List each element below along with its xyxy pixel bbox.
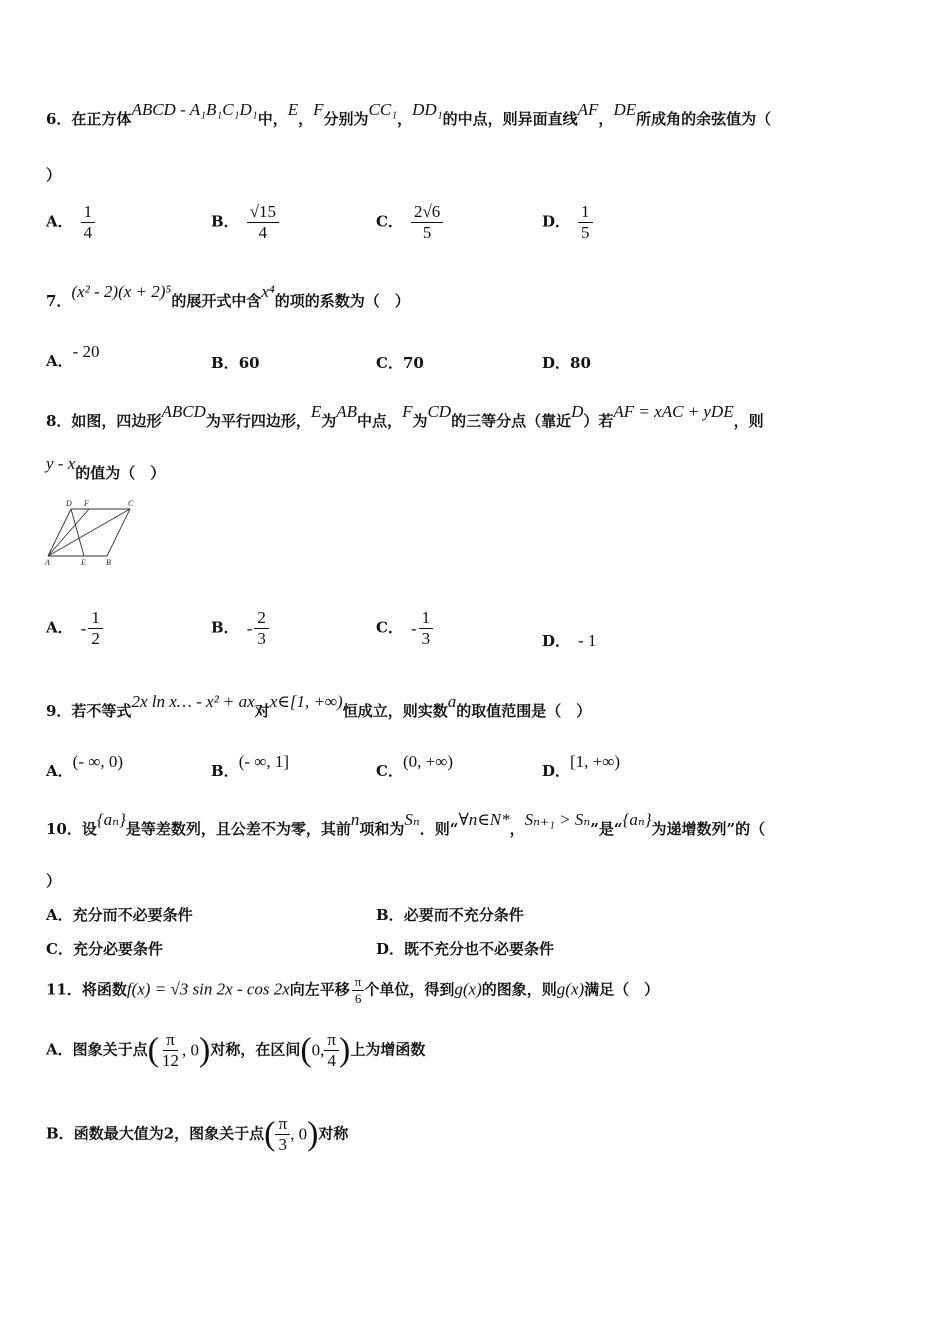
denominator: 3: [257, 629, 266, 648]
q6-text: ，: [598, 110, 614, 128]
denominator: 4: [83, 223, 93, 242]
option-letter: D．: [542, 354, 571, 372]
label-c: C: [128, 499, 134, 508]
q9-inequality: 2x ln x… - x² + ax: [131, 692, 255, 711]
denominator: 5: [581, 223, 590, 242]
q8-text: 的值为（ ）: [75, 464, 166, 482]
numerator: π: [352, 974, 365, 991]
fraction: [275, 1114, 290, 1155]
q10-seq: {aₙ}: [96, 810, 126, 829]
fraction: [88, 608, 103, 649]
numerator: π: [324, 1030, 339, 1051]
q8-vector-equation: AF = xAC + yDE: [613, 402, 734, 421]
right-paren: ): [198, 1031, 211, 1069]
numerator: 1: [578, 202, 593, 223]
q8-math: ABCD: [161, 402, 206, 421]
q6-line-de: DE: [613, 100, 637, 119]
label-a: A: [45, 558, 50, 567]
segment-ac: [48, 509, 130, 556]
option-letter: A．: [46, 906, 73, 924]
q11-g: g(x): [454, 979, 482, 999]
q7-stem: [46, 282, 410, 311]
q10-text: 是等差数列，且公差不为零，其前: [125, 820, 351, 838]
q10-label: 10．设: [46, 820, 97, 838]
option-letter: C．: [46, 940, 73, 958]
point-rest: , 0: [181, 1040, 199, 1060]
option-letter: A．: [46, 618, 73, 637]
q11-text: 满足（ ）: [584, 980, 660, 999]
option-text: 上为增函数: [350, 1040, 426, 1059]
option-value: [1, +∞): [570, 752, 621, 771]
numerator: π: [275, 1114, 290, 1135]
q6-option-a[interactable]: [46, 202, 95, 243]
q10-text: ．则“: [419, 820, 459, 838]
option-letter: D．: [376, 940, 405, 958]
q7-option-b[interactable]: [211, 352, 260, 373]
q11-g: g(x): [556, 979, 585, 999]
numerator: 2: [254, 608, 269, 629]
option-text: 函数最大值为2，图象关于点: [73, 1124, 265, 1143]
minus-sign: -: [410, 618, 417, 638]
q6-text: ，: [397, 110, 413, 128]
q6-line-af: AF: [577, 100, 599, 119]
option-letter: A．: [46, 212, 73, 231]
q8-math: F: [402, 402, 413, 421]
q10-text: ，: [509, 820, 525, 838]
option-text: 必要而不充分条件: [403, 906, 524, 924]
left-paren: (: [264, 1115, 276, 1153]
q7-expression: (x² - 2)(x + 2)⁵: [71, 282, 172, 301]
numerator: 1: [419, 608, 434, 629]
q11-text: 向左平移: [289, 980, 350, 999]
option-letter: A．: [46, 762, 73, 780]
q10-option-c[interactable]: [46, 938, 163, 959]
option-value: - 20: [72, 342, 100, 361]
option-letter: B．: [211, 762, 239, 780]
q6-option-b[interactable]: [211, 202, 279, 243]
fraction: [247, 202, 279, 243]
q7-term: x⁴: [261, 282, 275, 301]
interval-left: 0,: [311, 1040, 325, 1060]
numerator: 2√6: [411, 202, 443, 223]
parallelogram-figure: [44, 498, 144, 568]
q6-edge-dd1: DD₁: [412, 100, 443, 119]
option-letter: C．: [376, 212, 403, 231]
q8-text: 为平行四边形，: [205, 412, 311, 430]
q10-close-paren: ）: [46, 872, 62, 890]
q8-option-d[interactable]: [542, 630, 596, 651]
q10-n: n: [350, 810, 360, 829]
fraction: [419, 608, 434, 649]
q8-math: AB: [336, 402, 358, 421]
q10-text: 项和为: [359, 820, 405, 838]
option-value: (- ∞, 1]: [238, 752, 290, 771]
minus-sign: -: [246, 618, 253, 638]
option-value: 70: [402, 354, 424, 372]
q8-text: 为: [412, 412, 428, 430]
option-letter: A．: [46, 352, 73, 370]
denominator: 12: [161, 1051, 179, 1070]
q8-label: 8．如图，四边形: [46, 412, 162, 430]
denominator: 4: [258, 223, 268, 242]
q9-option-b[interactable]: [211, 752, 290, 781]
option-letter: B．: [211, 354, 239, 372]
option-letter: B．: [376, 906, 404, 924]
option-value: (0, +∞): [402, 752, 453, 771]
q7-label: 7．: [46, 292, 72, 310]
fraction: [578, 202, 593, 243]
q6-stem: [46, 100, 772, 129]
q11-label: 11．将函数: [46, 980, 127, 999]
q11-stem: [46, 974, 659, 1007]
option-text: 对称，在区间: [210, 1040, 301, 1059]
q7-option-d[interactable]: [542, 352, 591, 373]
q7-text: 的展开式中含: [171, 292, 262, 310]
segment-af: [48, 509, 89, 556]
option-value: (- ∞, 0): [72, 752, 123, 771]
point-rest: , 0: [290, 1124, 308, 1144]
q6-edge-cc1: CC₁: [368, 100, 398, 119]
left-paren: (: [300, 1031, 312, 1069]
option-text: 既不充分也不必要条件: [404, 940, 555, 958]
q8-text: 中点，: [357, 412, 403, 430]
q8-text: ，则: [733, 412, 764, 430]
q6-close: [46, 164, 61, 185]
option-letter: D．: [542, 762, 571, 780]
q8-math: D: [571, 402, 584, 421]
label-b: B: [106, 558, 111, 567]
denominator: 3: [421, 629, 431, 648]
option-text: 对称: [318, 1124, 349, 1143]
q9-option-d[interactable]: [542, 752, 621, 781]
q11-option-a[interactable]: [46, 1030, 425, 1071]
minus-sign: -: [80, 618, 87, 638]
numerator: √15: [247, 202, 279, 223]
option-value: - 1: [578, 631, 597, 650]
q6-option-c[interactable]: [376, 202, 443, 243]
q8-stem-2: [46, 454, 166, 483]
q8-option-b[interactable]: [211, 608, 269, 649]
option-letter: C．: [376, 354, 403, 372]
q9-stem: [46, 692, 592, 721]
q6-point-f: F: [313, 100, 324, 119]
q10-seq: {aₙ}: [622, 810, 652, 829]
q10-forall: ∀n∈N*: [458, 810, 510, 829]
label-d: D: [66, 499, 72, 508]
q11-text: 的图象，则: [481, 980, 557, 999]
q6-text: 的中点，则异面直线: [442, 110, 578, 128]
option-letter: D．: [542, 632, 571, 650]
q6-text: 分别为: [323, 110, 369, 128]
q6-point-e: E: [287, 100, 299, 119]
option-value: 80: [570, 354, 591, 372]
q6-text: ，: [298, 110, 314, 128]
left-paren: (: [147, 1031, 159, 1069]
q11-text: 个单位，得到: [364, 980, 455, 999]
q8-math: CD: [427, 402, 452, 421]
q9-option-c[interactable]: [376, 752, 453, 781]
q10-option-a[interactable]: [46, 904, 193, 925]
q8-math: E: [310, 402, 322, 421]
q10-close: [46, 870, 61, 891]
q10-option-b[interactable]: [376, 904, 524, 925]
numerator: 1: [88, 608, 103, 629]
q6-cube: ABCD - A₁B₁C₁D₁: [131, 100, 258, 119]
q10-text: 为递增数列”的（: [651, 820, 766, 838]
label-e: E: [81, 558, 86, 567]
option-text: 充分必要条件: [72, 940, 163, 958]
denominator: 2: [91, 629, 100, 648]
q10-stem: [46, 810, 766, 839]
q8-text: ）若: [583, 412, 614, 430]
q6-option-d[interactable]: [542, 202, 593, 243]
option-letter: C．: [376, 618, 403, 637]
q6-text: 所成角的余弦值为（: [636, 110, 772, 128]
denominator: 5: [422, 223, 432, 242]
q10-text: ”是“: [590, 820, 623, 838]
q9-text: 恒成立，则实数: [342, 702, 448, 720]
numerator: π: [163, 1030, 178, 1051]
fraction: [411, 202, 443, 243]
fraction: [254, 608, 269, 649]
q10-cond: Sₙ₊₁ > Sₙ: [524, 810, 591, 829]
right-paren: ): [307, 1115, 319, 1153]
denominator: 6: [354, 991, 362, 1006]
q8-option-c[interactable]: [376, 608, 433, 649]
q8-option-a[interactable]: [46, 608, 103, 649]
q11-function: f(x) = √3 sin 2x - cos 2x: [126, 979, 290, 999]
q11-option-b[interactable]: [46, 1114, 348, 1155]
option-letter: B．: [211, 618, 239, 637]
option-letter: B．: [211, 212, 239, 231]
q7-option-c[interactable]: [376, 352, 424, 373]
q6-text: 中，: [257, 110, 288, 128]
q8-text: 的三等分点（靠近: [451, 412, 572, 430]
denominator: 3: [278, 1135, 288, 1154]
q6-close-paren: ）: [46, 166, 62, 184]
fraction: [324, 1030, 339, 1071]
option-text: 充分而不必要条件: [72, 906, 193, 924]
q11-shift-fraction: [352, 974, 365, 1007]
q10-option-d[interactable]: [376, 938, 554, 959]
q8-text: 为: [321, 412, 337, 430]
q9-domain: x∈[1, +∞): [269, 692, 343, 711]
option-letter: B．: [46, 1124, 74, 1143]
q9-option-a[interactable]: [46, 752, 123, 781]
q8-math: y - x: [46, 454, 76, 473]
option-letter: D．: [542, 212, 571, 231]
option-letter: C．: [376, 762, 403, 780]
option-value: 60: [238, 354, 260, 372]
fraction: [81, 202, 96, 243]
numerator: 1: [81, 202, 96, 223]
q9-text: 的取值范围是（ ）: [456, 702, 592, 720]
q7-option-a[interactable]: [46, 342, 100, 371]
label-f: F: [84, 499, 89, 508]
q9-var: a: [447, 692, 457, 711]
segment-de: [71, 509, 84, 556]
q10-sn: Sₙ: [404, 810, 420, 829]
q9-text: 对: [254, 702, 270, 720]
fraction: [159, 1030, 182, 1071]
option-letter: A．: [46, 1040, 73, 1059]
right-paren: ): [339, 1031, 351, 1069]
q6-label: 6．在正方体: [46, 110, 132, 128]
q8-stem: [46, 402, 764, 431]
option-text: 图象关于点: [72, 1040, 148, 1059]
denominator: 4: [327, 1051, 336, 1070]
q9-label: 9．若不等式: [46, 702, 132, 720]
q7-text: 的项的系数为（ ）: [274, 292, 410, 310]
